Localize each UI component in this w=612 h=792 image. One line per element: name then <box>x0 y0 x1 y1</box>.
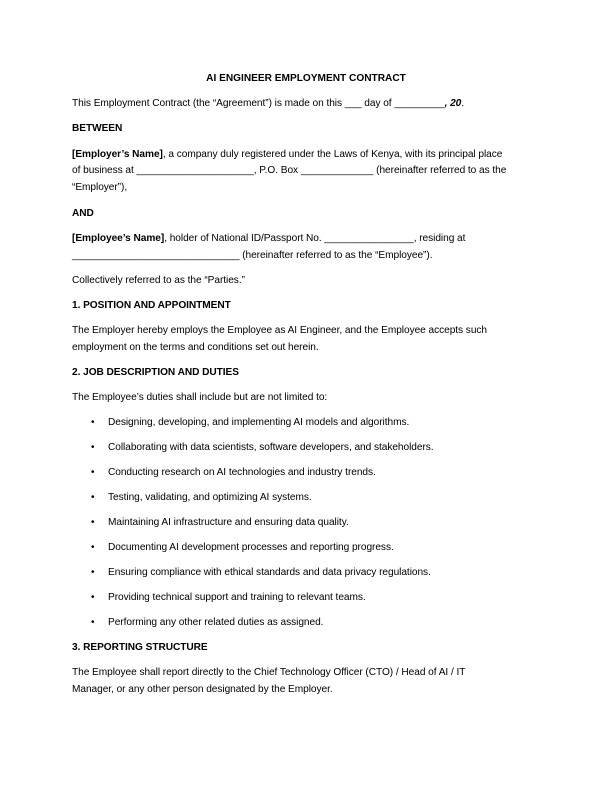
section-text-line: The Employee’s duties shall include but are not limited to: <box>72 392 328 403</box>
section-heading: 2. JOB DESCRIPTION AND DUTIES <box>72 367 239 378</box>
list-item-text: Collaborating with data scientists, software developers, and stakeholders. <box>108 442 434 453</box>
employer-line-1 <box>72 149 502 161</box>
intro-paragraph <box>72 98 464 110</box>
section-text-line: The Employee shall report directly to the Chief Technology Officer (CTO) / Head of AI / IT <box>72 667 466 678</box>
bullet-icon: • <box>91 442 95 453</box>
between-heading: BETWEEN <box>72 123 123 134</box>
list-item-text: Documenting AI development processes and reporting progress. <box>108 542 394 553</box>
bullet-icon: • <box>91 617 95 628</box>
employee-name-placeholder: [Employee’s Name] <box>72 233 165 244</box>
section-text-line: The Employer hereby employs the Employee as AI Engineer, and the Employee accepts such <box>72 325 487 336</box>
employer-line-3: “Employer”), <box>72 182 128 193</box>
bullet-icon: • <box>91 417 95 428</box>
list-item-text: Performing any other related duties as assigned. <box>108 617 324 628</box>
employee-line-2: ______________________________ (hereinafter referred to as the “Employee”). <box>72 250 433 261</box>
employee-line-1 <box>72 233 465 245</box>
section-text-line: Manager, or any other person designated by the Employer. <box>72 684 333 695</box>
parties-line: Collectively referred to as the “Parties.” <box>72 275 245 286</box>
employee-line-1-rest: , holder of National ID/Passport No. ________________, residing at <box>164 233 466 244</box>
list-item-text: Designing, developing, and implementing AI models and algorithms. <box>108 417 410 428</box>
intro-end: . <box>461 98 465 109</box>
bullet-icon: • <box>91 542 95 553</box>
employer-name-placeholder: [Employer’s Name] <box>72 149 163 160</box>
bullet-icon: • <box>91 467 95 478</box>
section-heading: 1. POSITION AND APPOINTMENT <box>72 300 231 311</box>
section-text-line: employment on the terms and conditions set out herein. <box>72 342 319 353</box>
list-item-text: Providing technical support and training to relevant teams. <box>108 592 366 603</box>
list-item-text: Maintaining AI infrastructure and ensuring data quality. <box>108 517 349 528</box>
bullet-icon: • <box>91 567 95 578</box>
document-title: AI ENGINEER EMPLOYMENT CONTRACT <box>206 73 406 84</box>
intro-text: This Employment Contract (the “Agreement”) is made on this ___ day of _________ <box>72 98 445 109</box>
bullet-icon: • <box>91 492 95 503</box>
and-heading: AND <box>72 208 94 219</box>
employer-line-1-rest: , a company duly registered under the Laws of Kenya, with its principal place <box>162 149 503 160</box>
intro-year: , 20 <box>444 98 462 109</box>
list-item-text: Ensuring compliance with ethical standards and data privacy regulations. <box>108 567 431 578</box>
bullet-icon: • <box>91 517 95 528</box>
employer-line-2: of business at _____________________, P.O. Box _____________ (hereinafter referred to as the <box>72 165 507 176</box>
list-item-text: Conducting research on AI technologies and industry trends. <box>108 467 376 478</box>
bullet-icon: • <box>91 592 95 603</box>
section-heading: 3. REPORTING STRUCTURE <box>72 642 208 653</box>
list-item-text: Testing, validating, and optimizing AI systems. <box>108 492 312 503</box>
